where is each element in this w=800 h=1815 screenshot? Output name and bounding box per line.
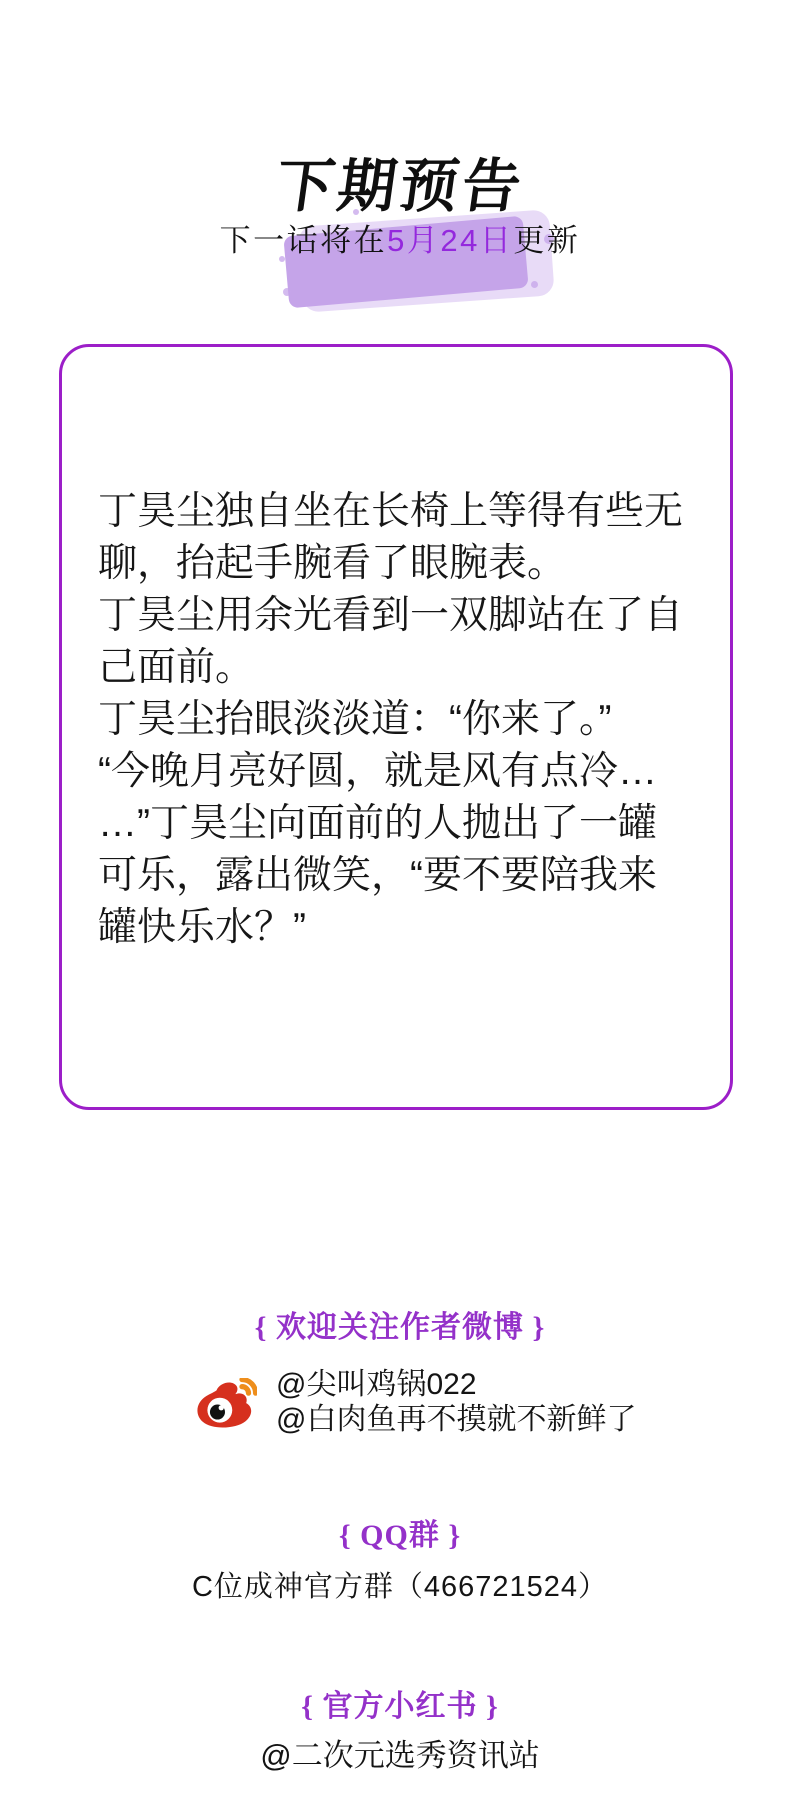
preview-line: 罐快乐水？”: [98, 906, 306, 949]
preview-line: 丁昊尘独自坐在长椅上等得有些无: [98, 490, 684, 533]
preview-line: …”丁昊尘向面前的人抛出了一罐: [98, 802, 657, 845]
update-notice-suffix: 更新: [513, 223, 581, 258]
weibo-icon: [193, 1378, 257, 1431]
preview-line: 丁昊尘用余光看到一双脚站在了自: [98, 594, 684, 637]
qq-group-number: C位成神官方群（466721524）: [191, 1571, 609, 1603]
highlight-speckle: [283, 288, 291, 296]
preview-line: 丁昊尘抬眼淡淡道：“你来了。”: [98, 698, 612, 741]
xiaohongshu-account: @二次元选秀资讯站: [260, 1738, 540, 1773]
preview-line: 可乐，露出微笑，“要不要陪我来: [98, 854, 657, 897]
highlight-speckle: [531, 281, 538, 288]
weibo-account: @白肉鱼再不摸就不新鲜了: [276, 1403, 637, 1436]
page-title-text: 下期预告: [271, 153, 529, 219]
update-date: 5月24日: [387, 223, 514, 258]
xiaohongshu-section-heading: { 官方小红书 }: [301, 1690, 499, 1723]
page-title: [0, 147, 800, 227]
title-area: [0, 108, 800, 219]
weibo-account: @尖叫鸡锅022: [276, 1368, 477, 1401]
preview-line: 聊，抬起手腕看了眼腕表。: [98, 542, 567, 585]
update-notice-prefix: 下一话将在: [219, 223, 388, 258]
preview-text: [98, 486, 720, 954]
weibo-section-heading: { 欢迎关注作者微博 }: [254, 1311, 546, 1344]
qq-section-heading: { QQ群 }: [338, 1519, 462, 1552]
weibo-accounts: [276, 1367, 636, 1437]
preview-line: 己面前。: [98, 646, 255, 689]
preview-line: “今晚月亮好圆，就是风有点冷…: [98, 750, 657, 793]
